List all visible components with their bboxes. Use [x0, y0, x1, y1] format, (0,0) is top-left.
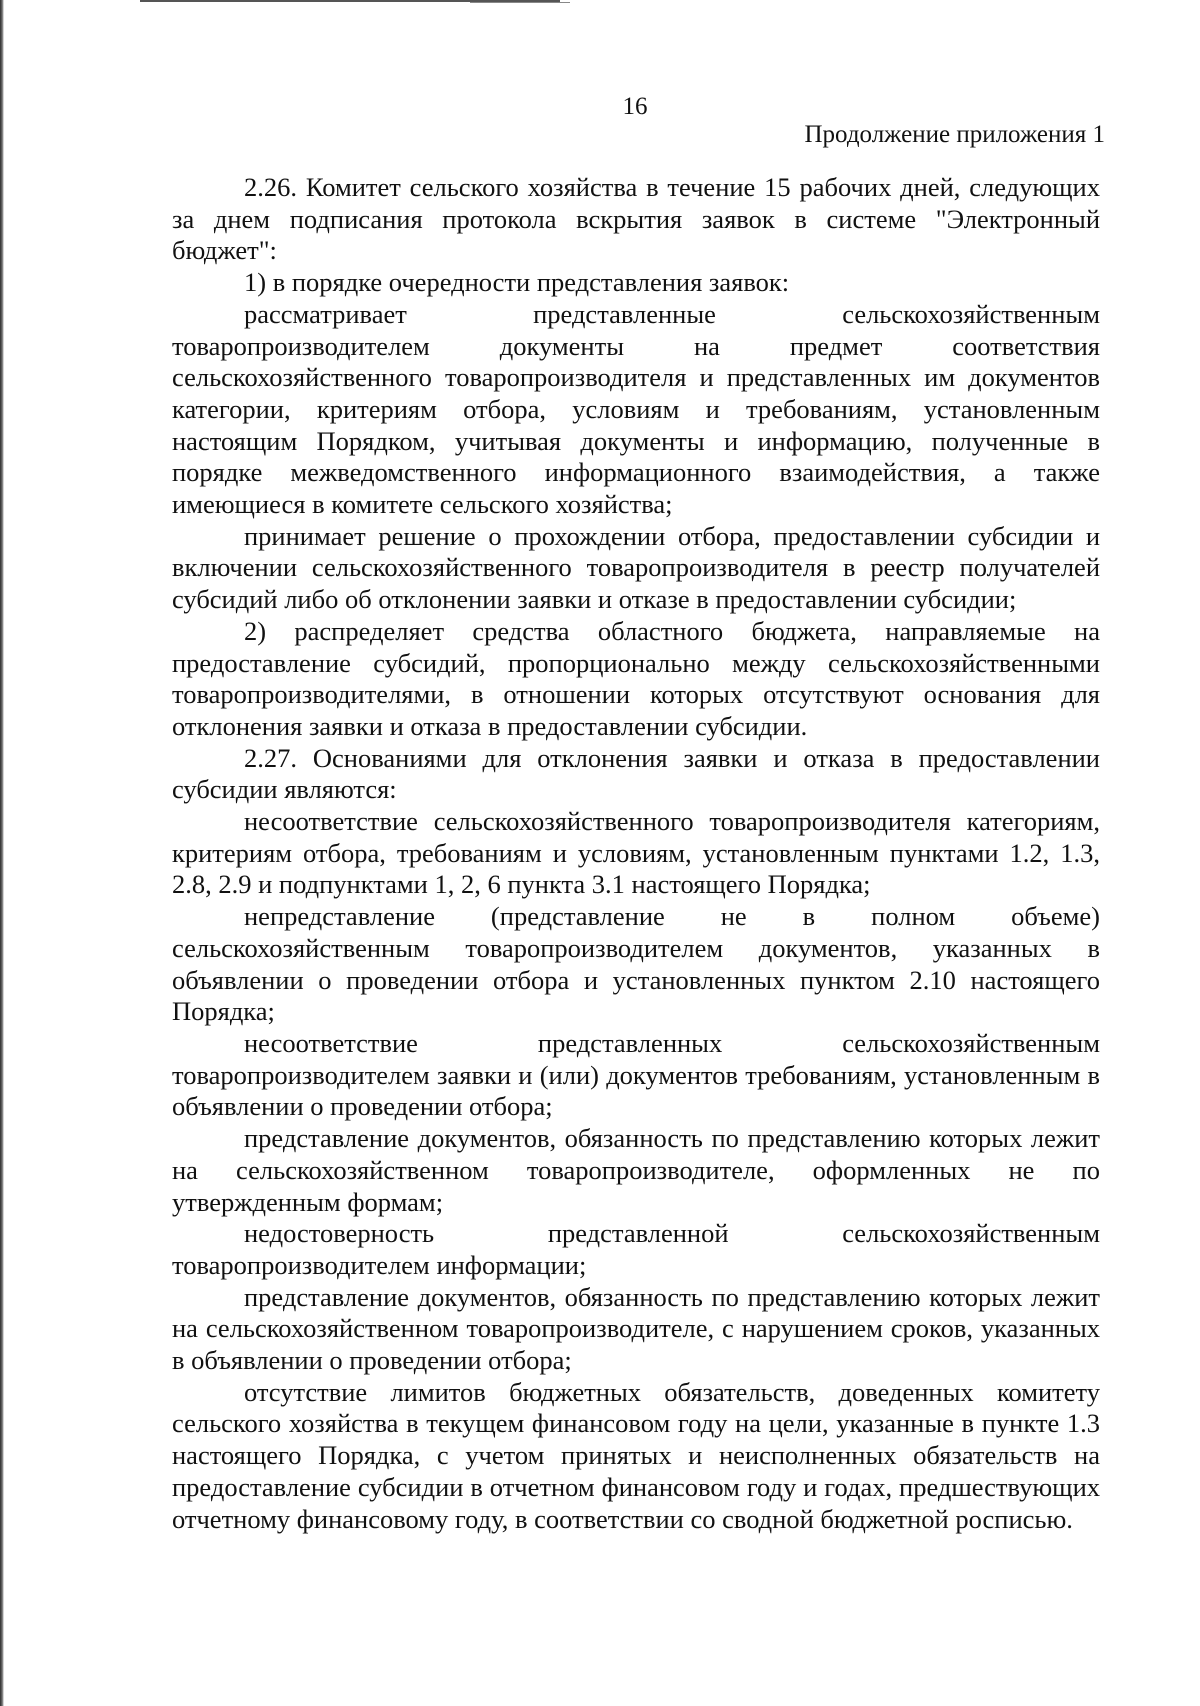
scan-edge-top-fragment: [470, 2, 570, 3]
document-body: [172, 172, 1100, 1535]
paragraph-ground-no-budget-limits: отсутствие лимитов бюджетных обязательств, доведенных комитету сельского хозяйства в текущем финансовом году на цели, указанные в пункте 1.3 настоящего Порядка, с учетом принятых и неисполненных обязательств на предоставление субсидии в отчетном финансовом году и годах, предшествующих отчетному финансовому году, в соответствии со сводной бюджетной росписью.: [172, 1376, 1100, 1534]
paragraph-2-26-intro: 2.26. Комитет сельского хозяйства в течение 15 рабочих дней, следующих за днем подписания протокола вскрытия заявок в системе "Электронный бюджет":: [172, 172, 1100, 266]
appendix-continuation-note: Продолжение приложения 1: [804, 121, 1105, 148]
paragraph-makes-decision: принимает решение о прохождении отбора, предоставлении субсидии и включении сельскохозяйственного товаропроизводителя в реестр получателей субсидий либо об отклонении заявки и отказе в предоставлении субсидии;: [172, 520, 1100, 615]
paragraph-ground-late-submission: представление документов, обязанность по представлению которых лежит на сельскохозяйственном товаропроизводителе, с нарушением сроков, указанных в объявлении о проведении отбора;: [172, 1281, 1100, 1376]
paragraph-ground-false-information: недостоверность представленной сельскохозяйственным товаропроизводителем информации;: [172, 1218, 1100, 1280]
paragraph-ground-nonsubmission: непредставление (представление не в полном объеме) сельскохозяйственным товаропроизводителем документов, указанных в объявлении о проведении отбора и установленных пунктом 2.10 настоящего Порядка;: [172, 901, 1100, 1027]
paragraph-ground-noncompliance: несоответствие сельскохозяйственного товаропроизводителя категориям, критериям отбора, требованиям и условиям, установленным пунктами 1.2, 1.3, 2.8, 2.9 и подпунктами 1, 2, 6 пункта 3.1 настоящего Порядка;: [172, 806, 1100, 900]
paragraph-reviews-documents: рассматривает представленные сельскохозяйственным товаропроизводителем документы на предмет соответствия сельскохозяйственного товаропроизводителя и представленных им документов категории, критериям отбора, условиям и требованиям, установленным настоящим Порядком, учитывая документы и информацию, полученные в порядке межведомственного информационного взаимодействия, а также имеющиеся в комитете сельского хозяйства;: [172, 298, 1100, 520]
page-number: 16: [622, 93, 648, 120]
paragraph-2-27-intro: 2.27. Основаниями для отклонения заявки и отказа в предоставлении субсидии являются:: [172, 742, 1100, 805]
scan-edge-left: [0, 0, 4, 1706]
paragraph-ground-wrong-forms: представление документов, обязанность по представлению которых лежит на сельскохозяйственном товаропроизводителе, оформленных не по утвержденным формам;: [172, 1123, 1100, 1217]
paragraph-ground-requirements-mismatch: несоответствие представленных сельскохозяйственным товаропроизводителем заявки и (или) документов требованиям, установленным в объявлении о проведении отбора;: [172, 1027, 1100, 1122]
paragraph-item-1: 1) в порядке очередности представления заявок:: [244, 267, 790, 298]
paragraph-item-2: 2) распределяет средства областного бюджета, направляемые на предоставление субсидий, пропорционально между сельскохозяйственными товаропроизводителями, в отношении которых отсутствуют основания для отклонения заявки и отказа в предоставлении субсидии.: [172, 615, 1100, 741]
